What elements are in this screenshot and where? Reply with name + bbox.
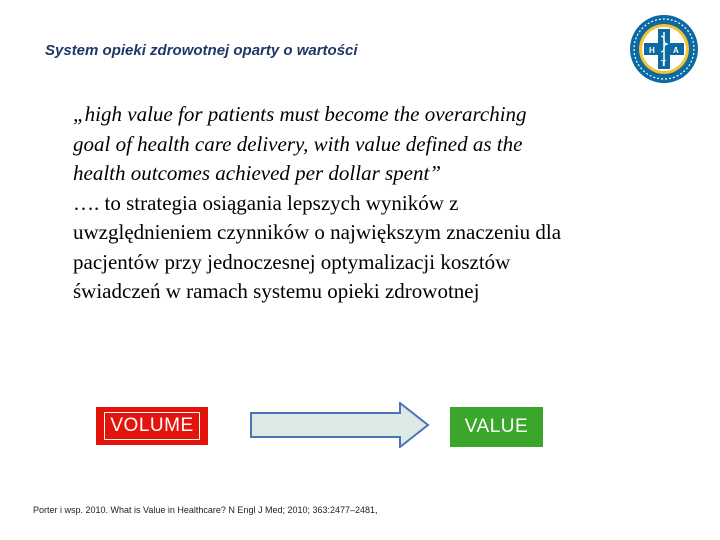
right-arrow-icon (250, 402, 430, 448)
logo-letter-a: A (673, 46, 679, 55)
value-label: VALUE (464, 416, 529, 437)
body-text (73, 100, 673, 307)
quote-line: goal of health care delivery, with value defined as the (73, 131, 523, 156)
body-line: pacjentów przy jednoczesnej optymalizacji kosztów (73, 249, 511, 274)
citation: Porter i wsp. 2010. What is Value in Healthcare? N Engl J Med; 2010; 363:2477–2481, (33, 505, 378, 515)
logo-letter-t: T (661, 59, 666, 68)
quote-line: „high value for patients must become the overarching (73, 102, 527, 126)
agency-seal-logo (629, 14, 699, 84)
slide-title: System opieki zdrowotnej oparty o wartości (45, 42, 358, 59)
volume-label: VOLUME (104, 412, 199, 440)
body-line: świadczeń w ramach systemu opieki zdrowotnej (73, 279, 480, 303)
logo-letter-h: H (649, 46, 655, 55)
body-line: …. to strategia osiągania lepszych wyników z (73, 190, 459, 215)
value-box (450, 407, 543, 447)
quote-line: health outcomes achieved per dollar spent” (73, 161, 442, 185)
volume-box (96, 407, 208, 445)
body-line: uwzględnieniem czynników o największym znaczeniu dla (73, 220, 562, 244)
